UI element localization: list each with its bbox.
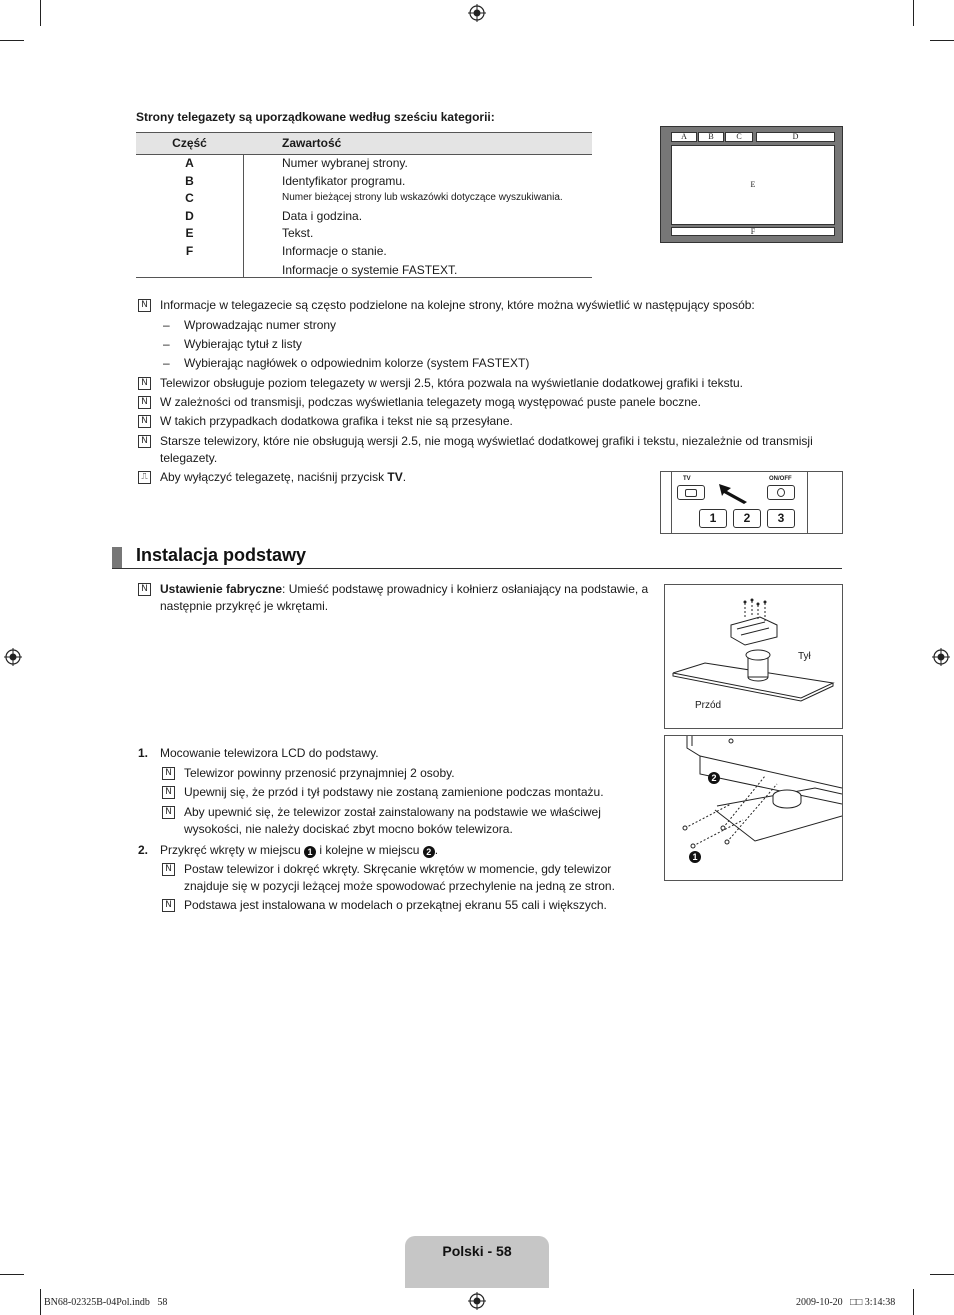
table-cell-content: Numer wybranej strony. xyxy=(282,156,408,170)
remote-figure xyxy=(660,471,843,534)
table-cell-part: F xyxy=(185,244,194,258)
callout-2-icon: 2 xyxy=(423,846,435,858)
screen-label-a: A xyxy=(671,132,697,142)
note-text-part: Aby wyłączyć telegazetę, naciśnij przycisk xyxy=(160,470,388,484)
pointer-arrow-icon xyxy=(717,482,751,504)
registration-mark-icon xyxy=(468,4,486,22)
crop-mark xyxy=(40,1289,41,1315)
remote-key-1: 1 xyxy=(699,509,727,528)
teletext-screen-figure xyxy=(660,126,843,243)
note-icon: N xyxy=(162,899,175,912)
table-cell-content: Data i godzina. xyxy=(282,209,363,223)
table-cell-content: Tekst. xyxy=(282,226,314,240)
registration-mark-icon xyxy=(468,1292,486,1310)
note-text: Aby upewnić się, że telewizor został zainstalowany na podstawie we właściwej wysokości, nie należy dociskać zbyt mocno boków telewizora. xyxy=(184,805,601,836)
note-text: Postaw telewizor i dokręć wkręty. Skręcanie wkrętów w momencie, gdy telewizor znajduje się w pozycji leżącej może spowodować przechylenie na jedną ze stron. xyxy=(184,862,615,893)
note-icon: N xyxy=(138,396,151,409)
remote-key-3: 3 xyxy=(767,509,795,528)
stand-illustration-icon xyxy=(665,585,842,728)
crop-mark xyxy=(0,1274,24,1275)
note-icon: N xyxy=(162,767,175,780)
step-number: 2. xyxy=(138,843,149,857)
list-item: Wprowadzając numer strony xyxy=(184,318,337,332)
remote-tv-button xyxy=(677,485,705,500)
table-cell-content: Numer bieżącej strony lub wskazówki dotyczące wyszukiwania. xyxy=(282,192,563,203)
note-text-bold: TV xyxy=(387,470,403,484)
note-icon: N xyxy=(162,786,175,799)
factory-note-text: : Umieść podstawę prowadnicy i kołnierz osłaniający na podstawie, a następnie przykręć je wkrętami. xyxy=(160,582,649,613)
remote-onoff-label: ON/OFF xyxy=(769,476,792,482)
note-text: W takich przypadkach dodatkowa grafika i tekst nie są przesyłane. xyxy=(160,414,513,428)
table-cell-content: Informacje o systemie FASTEXT. xyxy=(282,263,458,277)
remote-edge xyxy=(671,472,672,533)
dash-symbol: – xyxy=(163,356,170,370)
screen-label-e: E xyxy=(671,145,835,225)
stand-front-label: Przód xyxy=(695,700,722,711)
note-icon: N xyxy=(138,299,151,312)
screen-label-f: F xyxy=(671,227,835,236)
note-icon: N xyxy=(138,377,151,390)
table-divider xyxy=(243,154,244,277)
note-icon: N xyxy=(162,806,175,819)
step-text xyxy=(160,842,438,859)
page-number: Polski - 58 xyxy=(442,1243,512,1259)
section-title: Instalacja podstawy xyxy=(136,545,307,565)
table-cell-content: Informacje o stanie. xyxy=(282,244,387,258)
step-text: Mocowanie telewizora LCD do podstawy. xyxy=(160,746,379,760)
print-date-info: 2009-10-20 □□ 3:14:38 xyxy=(796,1297,896,1308)
note-text: W zależności od transmisji, podczas wyświetlania telegazety mogą występować puste panele boczne. xyxy=(160,395,701,409)
note-text xyxy=(160,469,406,486)
table-header-part: Część xyxy=(172,136,207,150)
screen-label-c: C xyxy=(725,132,753,142)
remote-note-icon: ⎍ xyxy=(138,471,151,484)
table-cell-part: A xyxy=(185,156,194,170)
print-file-info: BN68-02325B-04Pol.indb 58 xyxy=(44,1297,168,1308)
screen-label-d: D xyxy=(756,132,835,142)
callout-1-icon: 1 xyxy=(304,846,316,858)
note-text: Starsze telewizory, które nie obsługują wersji 2.5, nie mogą wyświetlać dodatkowej grafiki i tekstu, niezależnie od transmisji telegazety. xyxy=(160,434,813,465)
remote-edge xyxy=(807,472,808,533)
table-bottom-rule xyxy=(136,277,592,278)
crop-mark xyxy=(0,40,24,41)
step-text-part: Przykręć wkręty w miejscu xyxy=(160,843,305,857)
screen-label-b: B xyxy=(698,132,724,142)
note-icon: N xyxy=(138,435,151,448)
note-icon: N xyxy=(162,863,175,876)
remote-tv-label: TV xyxy=(683,476,691,482)
step-text-part: . xyxy=(434,843,439,857)
crop-mark xyxy=(930,1274,954,1275)
stand-figure xyxy=(664,584,843,729)
table-cell-part: E xyxy=(185,226,194,240)
factory-note-bold: Ustawienie fabryczne xyxy=(160,582,283,596)
note-text: Upewnij się, że przód i tył podstawy nie zostaną zamienione podczas montażu. xyxy=(184,785,604,799)
note-text: Informacje w telegazecie są często podzielone na kolejne strony, które można wyświetlić w następujący sposób: xyxy=(160,298,755,312)
note-text: Telewizor obsługuje poziom telegazety w wersji 2.5, która pozwala na wyświetlanie dodatkowej grafiki i tekstu. xyxy=(160,376,743,390)
dash-symbol: – xyxy=(163,318,170,332)
note-text-part: . xyxy=(402,470,407,484)
crop-mark xyxy=(40,0,41,26)
table-cell-part: B xyxy=(185,174,194,188)
note-icon: N xyxy=(138,583,151,596)
dash-symbol: – xyxy=(163,337,170,351)
remote-power-button xyxy=(767,485,795,500)
stand-back-label: Tył xyxy=(798,651,811,662)
list-item: Wybierając nagłówek o odpowiednim kolorze (system FASTEXT) xyxy=(184,356,530,370)
registration-mark-icon xyxy=(932,648,950,666)
mounting-figure xyxy=(664,735,843,881)
crop-mark xyxy=(930,40,954,41)
teletext-intro: Strony telegazety są uporządkowane według sześciu kategorii: xyxy=(136,110,495,124)
registration-mark-icon xyxy=(4,648,22,666)
section-rule xyxy=(112,568,842,569)
crop-mark xyxy=(913,1289,914,1315)
table-header-content: Zawartość xyxy=(282,136,342,150)
callout-2-icon: 2 xyxy=(708,772,720,784)
note-text: Telewizor powinny przenosić przynajmniej 2 osoby. xyxy=(184,766,455,780)
step-text-part: i kolejne w miejscu xyxy=(316,843,423,857)
table-cell-part: C xyxy=(185,191,194,205)
section-bar xyxy=(112,547,122,568)
table-cell-content: Identyfikator programu. xyxy=(282,174,406,188)
list-item: Wybierając tytuł z listy xyxy=(184,337,302,351)
factory-note xyxy=(160,581,650,615)
step-number: 1. xyxy=(138,746,149,760)
note-text: Podstawa jest instalowana w modelach o przekątnej ekranu 55 cali i większych. xyxy=(184,898,607,912)
table-cell-part: D xyxy=(185,209,194,223)
note-icon: N xyxy=(138,415,151,428)
remote-key-2: 2 xyxy=(733,509,761,528)
crop-mark xyxy=(913,0,914,26)
callout-1-icon: 1 xyxy=(689,851,701,863)
